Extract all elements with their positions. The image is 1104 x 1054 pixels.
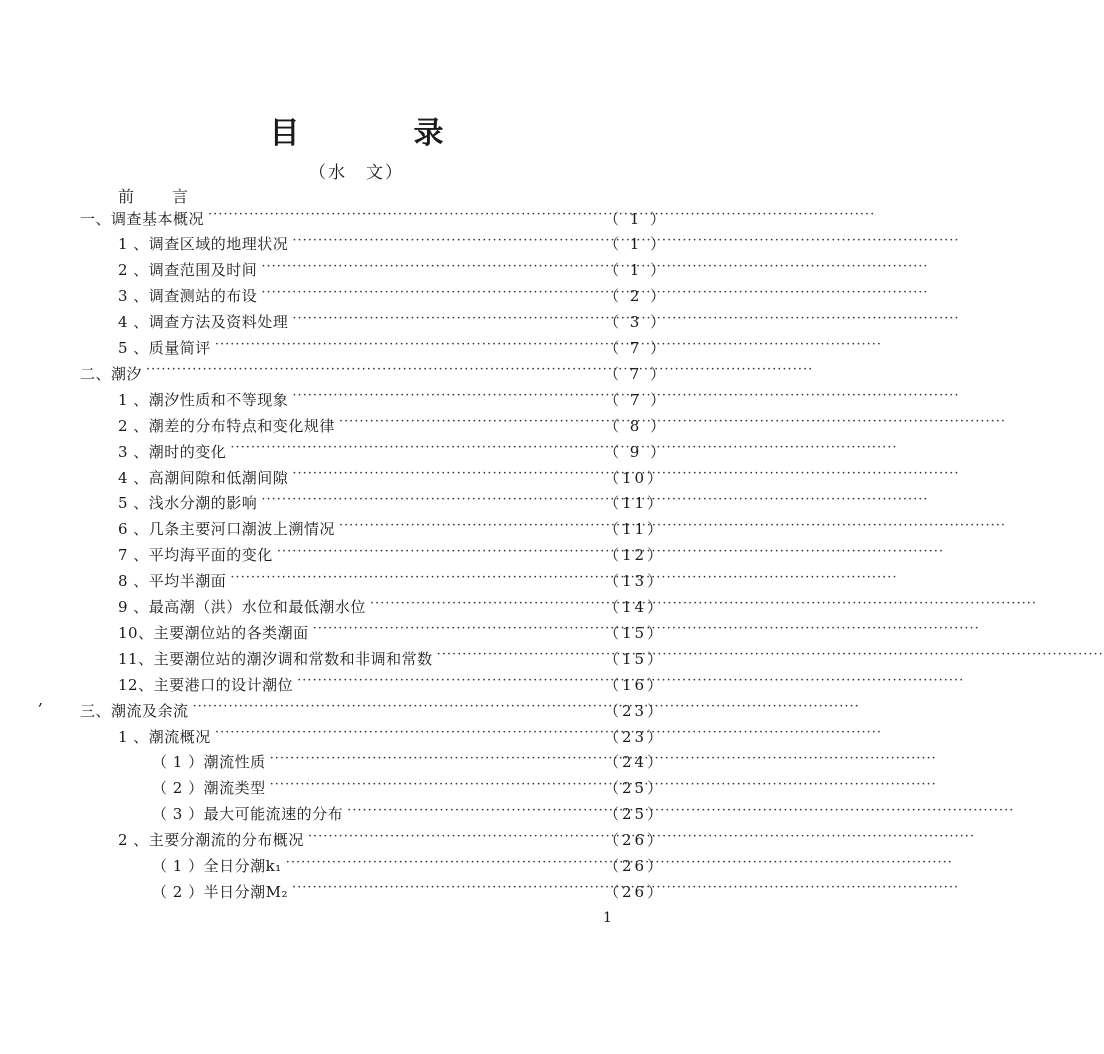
toc-entry-page: （15） [604,649,666,668]
toc-entry [152,801,666,827]
toc-entry-page: （ 1 ） [604,209,669,228]
toc-entry-title: 1 、调查区域的地理状况 [118,235,289,254]
toc-entry-page: （23） [604,701,666,720]
toc-entry [152,775,666,801]
toc-entry-title: 5 、质量简评 [118,339,211,357]
toc-leader-dots [437,648,600,668]
toc-entry-title: 5 、浅水分潮的影响 [118,494,258,513]
toc-entry-page: （10） [604,468,666,487]
toc-entry-title: 10、主要潮位站的各类潮面 [118,623,309,642]
toc-entry-title: 11、主要潮位站的潮汐调和常数和非调和常数 [118,649,433,668]
toc-entry-page: （26） [604,882,666,901]
toc-entry [118,568,666,594]
toc-entry-page: （ 1 ） [604,261,669,280]
toc-leader-dots [230,571,600,591]
toc-entry-title: 二、潮汐 [80,364,143,383]
toc-leader-dots [270,778,600,798]
toc-entry-title: （ 1 ）全日分潮k₁ [152,857,282,875]
toc-entry-page: （ 2 ） [604,287,669,306]
toc-entry-title: 12、主要港口的设计潮位 [118,675,294,694]
toc-leader-dots [215,726,600,746]
toc-entry-page: （12） [604,546,666,565]
toc-leader-dots [308,830,600,850]
toc-entry-page: （25） [604,805,666,824]
toc-entry-page: （24） [604,753,666,772]
toc-entry-title: （ 2 ）半日分潮M₂ [152,882,288,901]
toc-entry-title: 9 、最高潮（洪）水位和最低潮水位 [118,598,366,616]
toc-leader-dots [230,441,600,461]
toc-entry-page: （13） [604,572,666,591]
toc-leader-dots [277,545,600,565]
toc-leader-dots [292,389,600,409]
toc-entry-page: （ 7 ） [604,339,669,357]
toc-entry [118,594,666,620]
toc-entry [118,723,666,749]
toc-entry [118,619,666,645]
toc-entry [118,412,669,438]
toc-leader-dots [347,804,600,824]
toc-leader-dots [292,312,600,332]
toc-entry-title: 6 、几条主要河口潮波上溯情况 [118,520,335,539]
toc-entry-title: 2 、主要分潮流的分布概况 [118,831,304,850]
toc-entry [152,878,666,904]
toc-entry-title: 3 、潮时的变化 [118,442,227,461]
toc-entry-title: 4 、高潮间隙和低潮间隙 [118,468,289,487]
toc-leader-dots [292,234,600,254]
toc-entry [118,231,669,257]
toc-entry [118,309,669,335]
toc-entry-page: （11） [604,494,666,513]
toc-leader-dots [292,467,600,487]
toc-leader-dots [370,597,600,617]
toc-entry [118,283,669,309]
toc-entry [80,360,669,386]
toc-entry-page: （ 8 ） [604,416,669,435]
toc-entry [80,697,666,723]
page-subtitle: （水 文） [309,163,404,183]
toc-entry-title: 8 、平均半潮面 [118,572,227,591]
toc-entry [118,827,666,853]
toc-entry-title: 4 、调查方法及资料处理 [118,313,289,332]
toc-entry-title: 2 、潮差的分布特点和变化规律 [118,416,335,435]
toc-entry-page: （14） [604,598,666,616]
toc-leader-dots [313,622,600,642]
toc-leader-dots [261,260,600,280]
toc-leader-dots [261,493,600,513]
scan-speck: , [38,690,44,709]
toc-leader-dots [208,208,600,228]
toc-entry [118,335,669,361]
toc-entry [118,386,669,412]
toc-entry [118,542,666,568]
toc-entry-title: 1 、潮流概况 [118,727,211,746]
toc-entry-title: 一、调查基本概况 [80,209,205,228]
toc-leader-dots [292,881,600,901]
toc-entry [118,257,669,283]
toc-entry-title: （ 3 ）最大可能流速的分布 [152,805,344,824]
toc-entry-page: （16） [604,675,666,694]
toc-entry-title: （ 1 ）潮流性质 [152,753,266,772]
toc-entry-title: 7 、平均海平面的变化 [118,546,273,565]
toc-entry-title: 1 、潮汐性质和不等现象 [118,390,289,409]
toc-entry-title: 3 、调查测站的布设 [118,287,258,306]
toc-entry-page: （ 3 ） [604,313,669,332]
toc-leader-dots [261,286,600,306]
toc-entry [118,671,666,697]
toc-entry [152,749,666,775]
toc-entry [118,464,666,490]
page-number: 1 [603,910,612,926]
toc-entry-title: （ 2 ）潮流类型 [152,779,266,798]
toc-entry-page: （15） [604,623,666,642]
toc-leader-dots [297,674,600,694]
toc-leader-dots [215,338,600,358]
preface-entry: 前 言 [118,187,191,206]
page-title: 目 录 [269,116,486,151]
toc-entry [118,516,666,542]
toc-leader-dots [339,519,600,539]
toc-entry-page: （ 7 ） [604,390,669,409]
toc-entry-page: （26） [604,857,666,875]
toc-entry [118,645,666,671]
toc-entry [80,205,669,231]
toc-entry-page: （11） [604,520,666,539]
toc-entry-page: （ 7 ） [604,364,669,383]
toc-entry [118,490,666,516]
toc-entry-title: 三、潮流及余流 [80,701,189,720]
toc-leader-dots [286,856,600,876]
toc-leader-dots [270,752,600,772]
toc-entry-page: （25） [604,779,666,798]
toc-leader-dots [146,363,600,383]
toc-leader-dots [193,700,600,720]
toc-entry-page: （ 9 ） [604,442,669,461]
toc-leader-dots [339,415,600,435]
toc-entry [118,438,669,464]
toc-entry-page: （ 1 ） [604,235,669,254]
toc-entry-page: （23） [604,727,666,746]
toc-entry [152,853,666,879]
toc-entry-page: （26） [604,831,666,850]
toc-entry-title: 2 、调查范围及时间 [118,261,258,280]
